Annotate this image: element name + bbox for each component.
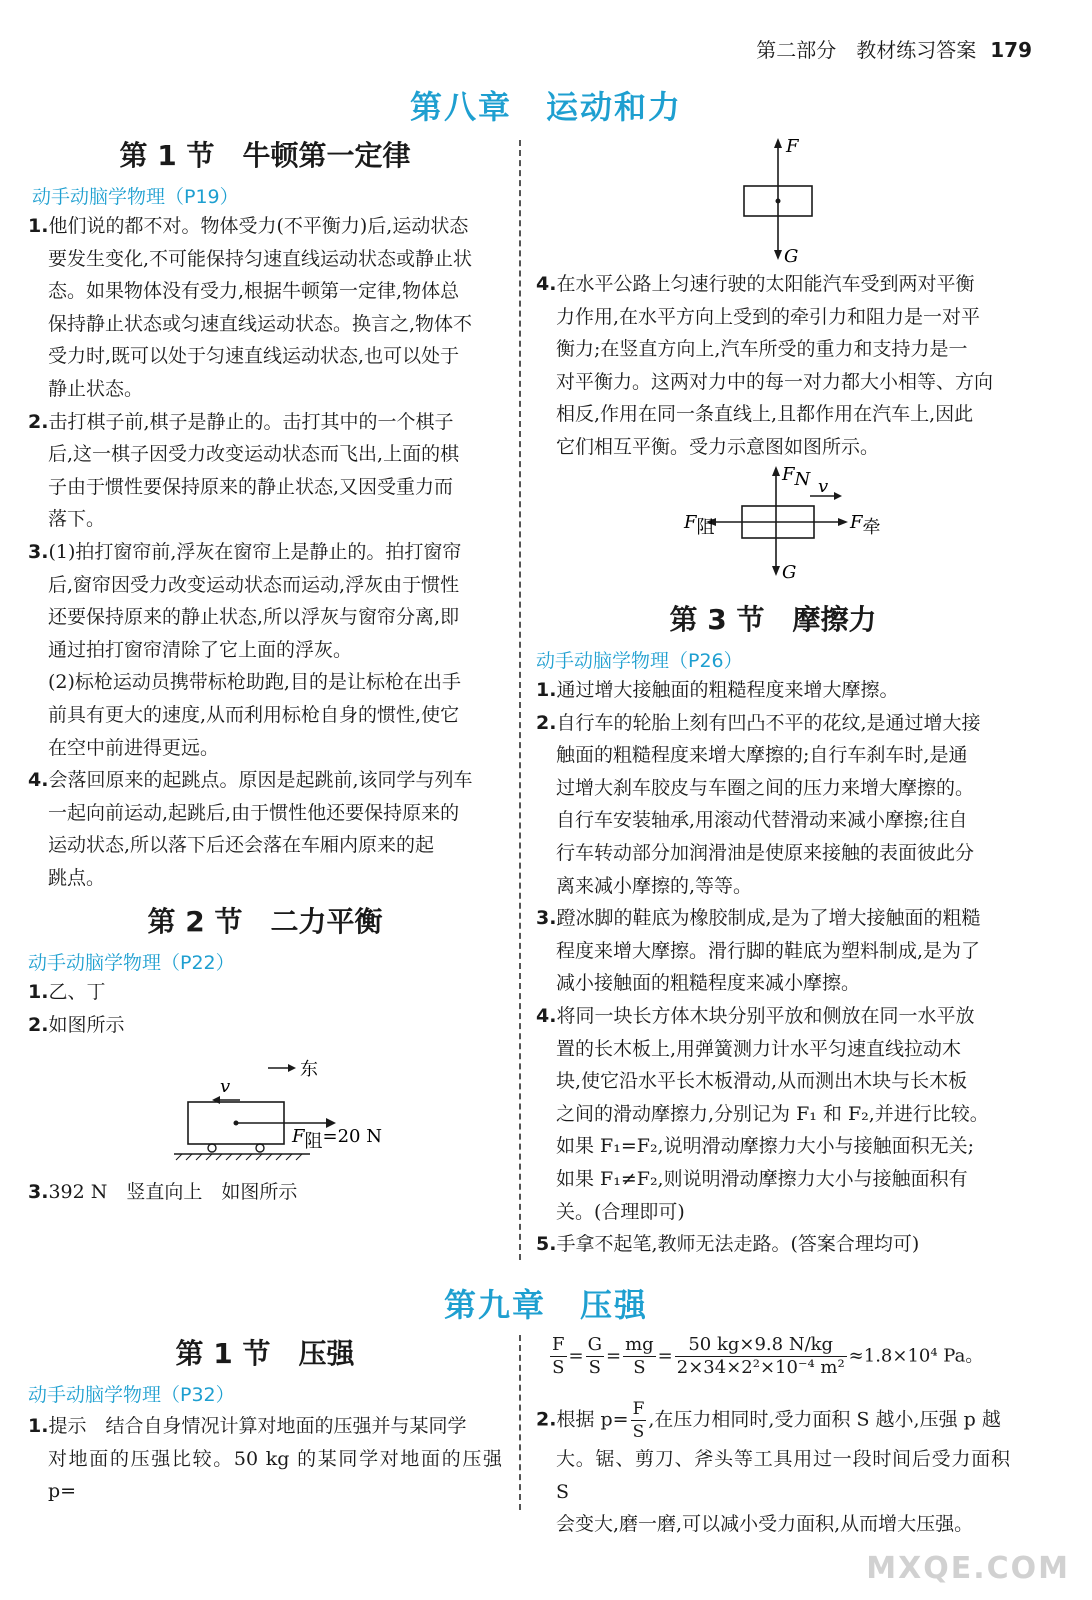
east-label: 东 <box>300 1059 318 1080</box>
section-title: 第 1 节 牛顿第一定律 <box>119 139 411 172</box>
normal-arrow-head <box>772 466 780 476</box>
answer-line: 相反,作用在同一条直线上,且都作用在汽车上,因此 <box>556 403 974 426</box>
answer-number: 3. <box>536 907 557 930</box>
answer-1 <box>28 1410 502 1508</box>
answer-number: 1. <box>28 1415 49 1437</box>
wheel-left <box>208 1144 216 1152</box>
fraction-numeric: $\frac{50 kg\times 9.8 N/kg}{\text{2×34×2²×10⁻⁴ m²}}$ <box>676 1334 845 1378</box>
answer-line: 关。(合理即可) <box>556 1200 685 1223</box>
answer-number: 3. <box>28 1181 49 1203</box>
answer-line: 将同一块长方体木块分别平放和侧放在同一水平放 <box>556 1004 975 1027</box>
answer-line: 保持静止状态或匀速直线运动状态。换言之,物体不 <box>48 312 473 335</box>
answer-number: 4. <box>536 273 557 295</box>
car-force-diagram <box>680 462 900 584</box>
answer-line: 过增大刹车胶皮与车圈之间的压力来增大摩擦的。 <box>556 776 975 799</box>
chapter-title: 第九章 压强 <box>443 1286 648 1324</box>
force-G-label: G <box>784 246 799 266</box>
answer-line: 衡力;在竖直方向上,汽车所受的重力和支持力是一 <box>556 338 968 361</box>
answer-line: 置的长木板上,用弹簧测力计水平匀速直线拉动木 <box>556 1037 962 1060</box>
answer-text: 根据 p= <box>556 1408 629 1431</box>
equals-sign: = <box>605 1345 622 1367</box>
answer-5 <box>536 1228 1010 1261</box>
down-arrow-head <box>774 250 782 260</box>
page-number: 179 <box>990 38 1032 62</box>
answer-line: 它们相互平衡。受力示意图如图所示。 <box>556 435 880 458</box>
ch9-s1-answer-2 <box>536 1398 1010 1541</box>
ch8-s3-answers <box>536 674 1010 1261</box>
subsection-title: 动手动脑学物理（P32） <box>28 1384 235 1406</box>
gravity-label: G <box>782 562 797 583</box>
ch8-s2-answer-3 <box>28 1176 502 1209</box>
answer-text: ,在压力相同时,受力面积 S 越小,压强 p 越 <box>648 1408 1001 1431</box>
answer-1 <box>536 674 1010 707</box>
east-arrow-head <box>288 1064 296 1072</box>
answer-1 <box>28 210 502 406</box>
answer-line: 运动状态,所以落下后还会落在车厢内原来的起 <box>48 834 435 857</box>
answer-line: 离来减小摩擦的,等等。 <box>556 874 753 897</box>
section-title: 第 2 节 二力平衡 <box>147 905 383 938</box>
fraction-mg-S: $\frac{mg}{S}$ <box>625 1334 654 1378</box>
answer-number: 3. <box>28 540 49 563</box>
answer-4 <box>28 764 502 894</box>
velocity-label: v <box>220 1076 231 1097</box>
ch8-s2-answer-4 <box>536 268 1010 464</box>
traction-arrow-head <box>838 518 848 526</box>
answer-line: 对地面的压强比较。50 kg 的某同学对地面的压强 p= <box>48 1447 502 1503</box>
equals-sign: = <box>568 1345 584 1367</box>
wheel-right <box>256 1144 264 1152</box>
answer-line: 对平衡力。这两对力中的每一对力都大小相等、方向 <box>556 370 994 393</box>
ch8-s1-answers <box>28 210 502 894</box>
answer-line: 大。锯、剪刀、斧头等工具用过一段时间后受力面积 S <box>556 1448 1010 1503</box>
answer-line: 跳点。 <box>48 866 106 889</box>
pressure-formula <box>548 1334 983 1379</box>
answer-line: 程度来增大摩擦。滑行脚的鞋底为塑料制成,是为了 <box>556 939 981 962</box>
vertical-force-diagram <box>730 134 830 266</box>
answer-line: 态。如果物体没有受力,根据牛顿第一定律,物体总 <box>48 280 460 303</box>
answer-number: 1. <box>28 215 49 237</box>
answer-line: 会变大,磨一磨,可以减小受力面积,从而增大压强。 <box>556 1513 974 1536</box>
answer-line: 通过增大接触面的粗糙程度来增大摩擦。 <box>556 679 899 701</box>
chapter-title: 第八章 运动和力 <box>409 88 682 126</box>
velocity-arrow-head <box>834 492 842 500</box>
answer-line: 落下。 <box>48 508 106 531</box>
answer-line: 如果 F₁≠F₂,则说明滑动摩擦力大小与接触面积有 <box>556 1167 968 1190</box>
answer-line: 前具有更大的速度,从而利用标枪自身的惯性,使它 <box>48 703 460 726</box>
up-arrow-head <box>774 138 782 148</box>
answer-line: (1)拍打窗帘前,浮灰在窗帘上是静止的。拍打窗帘 <box>48 540 462 563</box>
friction-label: F阻=20 N <box>292 1126 382 1152</box>
fraction-F-S: $\frac{F}{S}$ <box>552 1334 565 1378</box>
answer-line: 自行车安装轴承,用滚动代替滑动来减小摩擦;往自 <box>556 809 968 832</box>
answer-line: 还要保持原来的静止状态,所以浮灰与窗帘分离,即 <box>48 606 460 629</box>
equals-sign: = <box>657 1345 673 1367</box>
answer-line: 自行车的轮胎上刻有凹凸不平的花纹,是通过增大接 <box>556 711 981 734</box>
answer-line: 在水平公路上匀速行驶的太阳能汽车受到两对平衡 <box>556 273 975 295</box>
answer-line: 后,窗帘因受力改变运动状态而运动,浮灰由于惯性 <box>48 573 460 596</box>
column-divider <box>519 140 521 1260</box>
answer-line: 一起向前运动,起跳后,由于惯性他还要保持原来的 <box>48 801 460 824</box>
answer-line: 392 N 竖直向上 如图所示 <box>48 1181 298 1203</box>
answer-line: 蹬冰脚的鞋底为橡胶制成,是为了增大接触面的粗糙 <box>556 907 981 930</box>
watermark: MXQE.COM <box>866 1551 1070 1586</box>
subsection-title: 动手动脑学物理（P19） <box>32 186 239 208</box>
answer-number: 1. <box>536 679 557 701</box>
answer-line: 力作用,在水平方向上受到的牵引力和阻力是一对平 <box>556 305 981 328</box>
answer-line: 通过拍打窗帘清除了它上面的浮灰。 <box>48 638 353 661</box>
answer-number: 2. <box>536 711 557 734</box>
answer-line: 后,这一棋子因受力改变运动状态而飞出,上面的棋 <box>48 443 460 466</box>
answer-line: 块,使它沿水平长木板滑动,从而测出木块与长木板 <box>556 1070 968 1093</box>
answer-2 <box>536 1398 1010 1541</box>
answer-line: 如果 F₁=F₂,说明滑动摩擦力大小与接触面积无关; <box>556 1135 975 1158</box>
answer-4 <box>536 1000 1010 1228</box>
force-F-label: F <box>786 136 799 157</box>
header-text: 第二部分 教材练习答案 <box>756 38 977 62</box>
velocity-arrow-head <box>212 1096 220 1104</box>
answer-4-right <box>536 268 1010 464</box>
answer-line: (2)标枪运动员携带标枪助跑,目的是让标枪在出手 <box>48 671 461 694</box>
section-title: 第 1 节 压强 <box>175 1337 355 1370</box>
column-divider-2 <box>519 1335 521 1510</box>
subsection-title: 动手动脑学物理（P26） <box>536 650 743 672</box>
answer-line: 手拿不起笔,教师无法走路。(答案合理均可) <box>556 1233 920 1256</box>
drag-force-label: F阻 <box>684 512 715 538</box>
answer-line: 击打棋子前,棋子是静止的。击打其中的一个棋子 <box>48 410 454 433</box>
answer-line: 在空中前进得更远。 <box>48 736 220 759</box>
answer-line: 之间的滑动摩擦力,分别记为 F₁ 和 F₂,并进行比较。 <box>556 1102 989 1125</box>
ch9-s1-answer-1 <box>28 1410 502 1508</box>
answer-line: 如图所示 <box>48 1013 125 1036</box>
answer-line: 静止状态。 <box>48 377 144 400</box>
answer-line: 子由于惯性要保持原来的静止状态,又因受重力而 <box>48 475 454 498</box>
subsection-title: 动手动脑学物理（P22） <box>28 952 235 974</box>
velocity-label: v <box>818 476 829 497</box>
traction-force-label: F牵 <box>850 512 881 538</box>
answer-number: 2. <box>536 1408 557 1431</box>
answer-number: 2. <box>28 410 49 433</box>
ch8-s2-answers <box>28 976 502 1041</box>
gravity-arrow-head <box>772 566 780 576</box>
fraction-F-S: $\frac{F}{S}$ <box>632 1399 645 1442</box>
block-force-diagram <box>160 1050 420 1170</box>
section-title: 第 3 节 摩擦力 <box>669 603 877 636</box>
answer-2 <box>536 707 1010 903</box>
answer-number: 2. <box>28 1013 49 1036</box>
answer-line: 行车转动部分加润滑油是使原来接触的表面彼此分 <box>556 841 975 864</box>
answer-line: 减小接触面的粗糙程度来减小摩擦。 <box>556 972 861 995</box>
fraction-G-S: $\frac{G}{S}$ <box>587 1334 602 1378</box>
answer-number: 4. <box>28 769 49 792</box>
object-center <box>776 199 781 204</box>
answer-line: 他们说的都不对。物体受力(不平衡力)后,运动状态 <box>48 215 469 237</box>
answer-3 <box>536 902 1010 1000</box>
answer-line: 会落回原来的起跳点。原因是起跳前,该同学与列车 <box>48 769 473 792</box>
answer-number: 4. <box>536 1004 557 1027</box>
page-header <box>756 34 1032 63</box>
answer-line: 乙、丁 <box>48 981 106 1003</box>
answer-number: 5. <box>536 1233 557 1256</box>
normal-force-label: FN <box>782 464 811 490</box>
formula-result: ≈1.8×10⁴ Pa。 <box>848 1345 984 1367</box>
ground-hatching <box>176 1154 302 1160</box>
answer-2 <box>28 406 502 536</box>
answer-line: 提示 结合自身情况计算对地面的压强并与某同学 <box>48 1415 467 1437</box>
answer-line: 受力时,既可以处于匀速直线运动状态,也可以处于 <box>48 345 460 368</box>
answer-line: 触面的粗糙程度来增大摩擦的;自行车刹车时,是通 <box>556 744 968 767</box>
answer-3 <box>28 536 502 764</box>
answer-line: 要发生变化,不可能保持匀速直线运动状态或静止状 <box>48 247 473 270</box>
answer-number: 1. <box>28 981 49 1003</box>
